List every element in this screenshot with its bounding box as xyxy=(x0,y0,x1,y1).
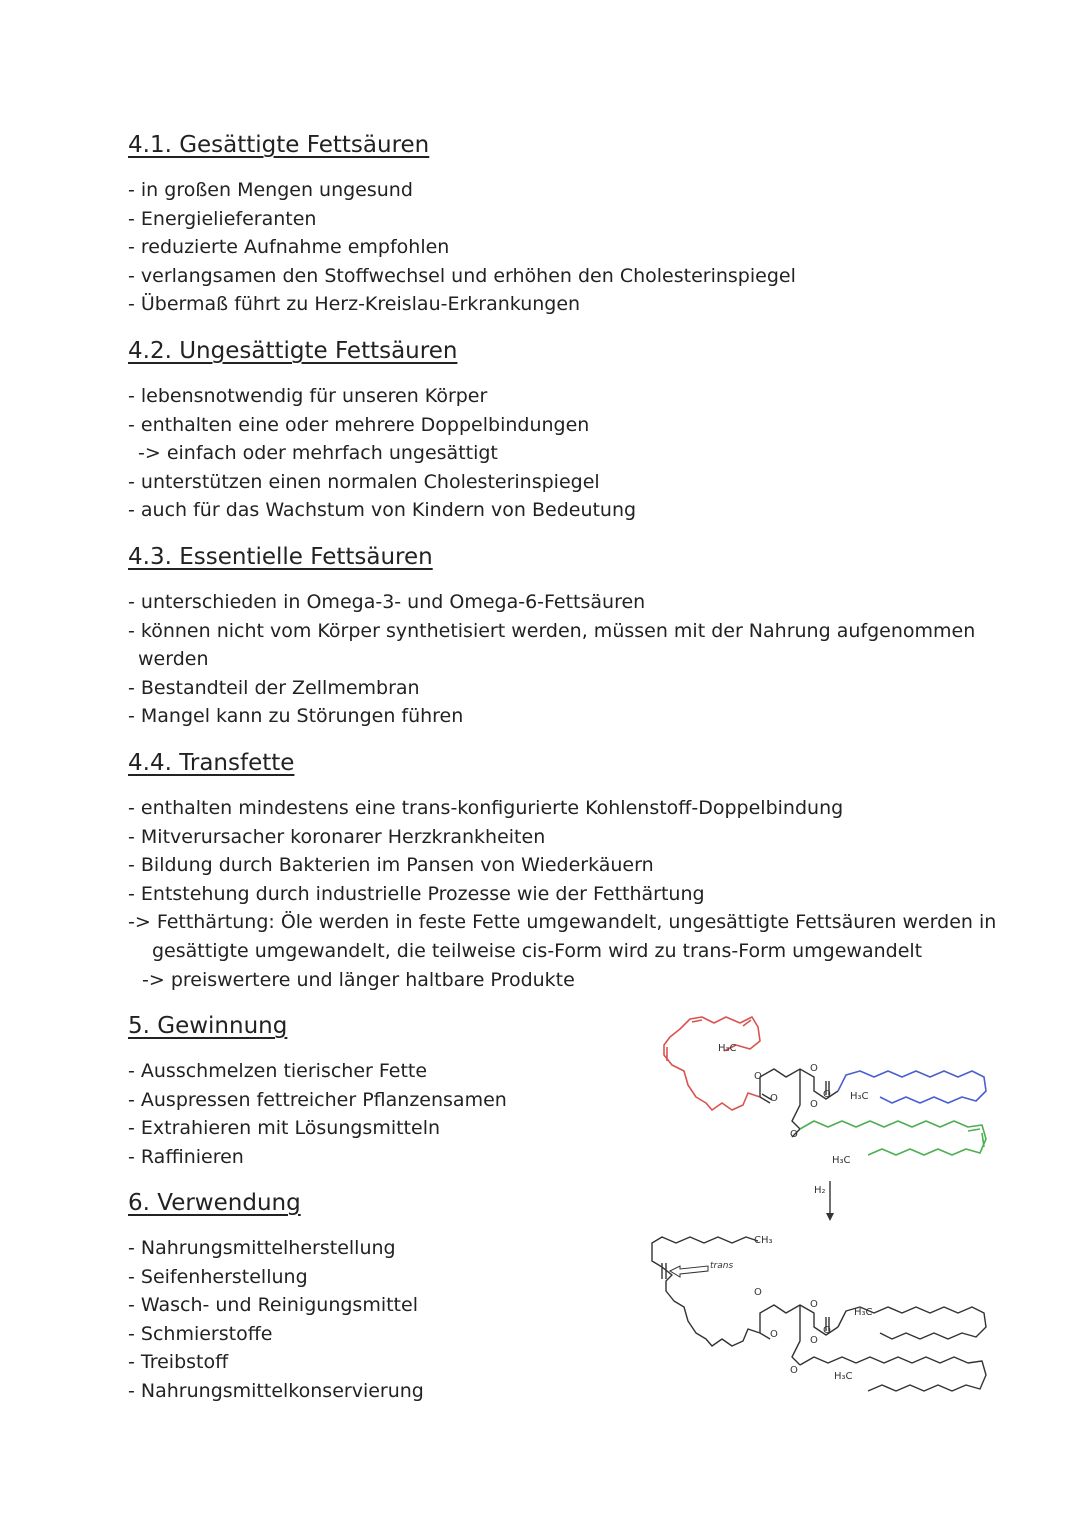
list-item: - Bildung durch Bakterien im Pansen von Wiederkäuern xyxy=(128,854,654,877)
list-item: - Nahrungsmittelkonservierung xyxy=(128,1379,424,1402)
red-double-bond xyxy=(692,1020,702,1022)
trans-arrow xyxy=(670,1266,708,1277)
green-double-bond xyxy=(982,1133,984,1147)
list-item: -> Fetthärtung: Öle werden in feste Fette umgewandelt, ungesättigte Fettsäuren werden in xyxy=(128,911,997,934)
carbonyl-bond xyxy=(760,1333,770,1339)
list-unsaturated-fatty-acids xyxy=(128,382,636,525)
heading-extraction: 5. Gewinnung xyxy=(128,1013,288,1039)
h3c-label: H₃C xyxy=(834,1371,853,1382)
list-item: -> einfach oder mehrfach ungesättigt xyxy=(138,442,498,465)
list-item: - enthalten mindestens eine trans-konfigurierte Kohlenstoff-Doppelbindung xyxy=(128,797,844,819)
heading-trans-fats: 4.4. Transfette xyxy=(128,750,295,776)
ch3-label: CH₃ xyxy=(754,1235,773,1246)
list-item: - Mitverursacher koronarer Herzkrankheiten xyxy=(128,825,546,848)
h3c-label: H₃C xyxy=(832,1155,851,1166)
trans-label: trans xyxy=(710,1261,734,1271)
list-item: - Entstehung durch industrielle Prozesse wie der Fetthärtung xyxy=(128,882,705,905)
list-item: - Seifenherstellung xyxy=(128,1265,308,1288)
oxygen-label: O xyxy=(810,1299,818,1310)
oxygen-label: O xyxy=(754,1287,762,1298)
green-chain-line xyxy=(800,1121,986,1155)
backbone-line xyxy=(792,1069,800,1129)
list-item: - enthalten eine oder mehrere Doppelbindungen xyxy=(128,413,590,436)
oxygen-label: O xyxy=(770,1093,778,1104)
red-fatty-acid-chain xyxy=(664,1017,760,1110)
list-item: - unterschieden in Omega-3- und Omega-6-Fettsäuren xyxy=(128,591,646,613)
oxygen-label: O xyxy=(810,1335,818,1346)
list-item: - Wasch- und Reinigungsmittel xyxy=(128,1294,418,1317)
oxygen-label: O xyxy=(790,1129,798,1140)
green-double-bond xyxy=(968,1129,980,1131)
list-item: -> preiswertere und länger haltbare Produkte xyxy=(142,968,575,991)
list-item: - Schmierstoffe xyxy=(128,1322,273,1345)
bottom-black-chain xyxy=(652,1237,986,1391)
list-saturated-fatty-acids xyxy=(128,176,796,319)
list-item: - Raffinieren xyxy=(128,1145,244,1168)
h3c-label: H₃C xyxy=(854,1307,873,1318)
h3c-label: H₃C xyxy=(718,1043,737,1054)
list-item: - reduzierte Aufnahme empfohlen xyxy=(128,236,450,259)
green-fatty-acid-chain xyxy=(800,1121,986,1155)
list-item: - unterstützen einen normalen Cholesterinspiegel xyxy=(128,470,600,493)
list-item: - auch für das Wachstum von Kindern von Bedeutung xyxy=(128,499,637,522)
oxygen-label: O xyxy=(823,1089,831,1100)
oxygen-label: O xyxy=(810,1063,818,1074)
oxygen-label: O xyxy=(823,1325,831,1336)
list-item: - Ausschmelzen tierischer Fette xyxy=(128,1060,428,1082)
list-trans-fats xyxy=(128,794,996,994)
list-item: - Extrahieren mit Lösungsmitteln xyxy=(128,1117,441,1140)
heading-essential-fatty-acids: 4.3. Essentielle Fettsäuren xyxy=(128,544,433,570)
oxygen-label: O xyxy=(810,1099,818,1110)
bottom-chain-line xyxy=(652,1237,760,1346)
heading-unsaturated-fatty-acids: 4.2. Ungesättigte Fettsäuren xyxy=(128,338,458,364)
list-item: - Nahrungsmittelherstellung xyxy=(128,1237,396,1259)
list-item: - Treibstoff xyxy=(128,1351,229,1374)
list-item: - lebensnotwendig für unseren Körper xyxy=(128,385,488,407)
list-item: - verlangsamen den Stoffwechsel und erhöhen den Cholesterinspiegel xyxy=(128,264,796,287)
h2-label: H₂ xyxy=(814,1185,826,1196)
trans-pointer xyxy=(670,1261,733,1277)
list-item: - Bestandteil der Zellmembran xyxy=(128,676,420,699)
list-item: - können nicht vom Körper synthetisiert werden, müssen mit der Nahrung aufgenommen xyxy=(128,619,976,642)
list-usage xyxy=(128,1234,424,1406)
backbone-line xyxy=(792,1305,800,1365)
list-item: - in großen Mengen ungesund xyxy=(128,179,413,201)
heading-saturated-fatty-acids: 4.1. Gesättigte Fettsäuren xyxy=(128,132,430,158)
arrow-head xyxy=(826,1213,834,1221)
triglyceride-hydrogenation-diagram xyxy=(650,1005,995,1405)
oxygen-label: O xyxy=(790,1365,798,1376)
h3c-label: H₃C xyxy=(850,1091,869,1102)
list-item: werden xyxy=(138,648,209,671)
list-item: - Übermaß führt zu Herz-Kreislau-Erkrankungen xyxy=(128,293,581,316)
list-item: - Energielieferanten xyxy=(128,207,317,230)
list-essential-fatty-acids xyxy=(128,588,975,731)
list-item: - Mangel kann zu Störungen führen xyxy=(128,705,464,728)
hydrogenation-arrow xyxy=(814,1181,834,1221)
list-extraction xyxy=(128,1057,507,1171)
heading-usage: 6. Verwendung xyxy=(128,1190,301,1216)
bottom-chain-line xyxy=(800,1357,986,1391)
oxygen-label: O xyxy=(770,1329,778,1340)
red-chain-line xyxy=(664,1017,760,1110)
list-item: gesättigte umgewandelt, die teilweise cis-Form wird zu trans-Form umgewandelt xyxy=(152,939,923,962)
list-item: - Auspressen fettreicher Pflanzensamen xyxy=(128,1088,507,1111)
oxygen-label: O xyxy=(754,1071,762,1082)
